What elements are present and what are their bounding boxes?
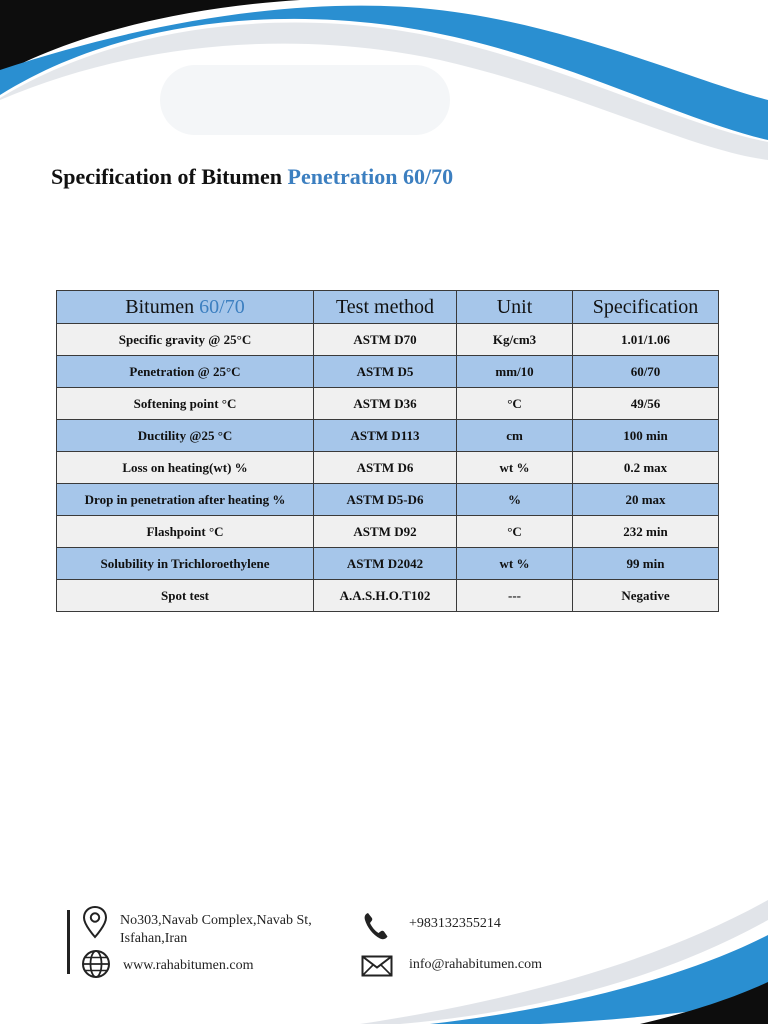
phone-link[interactable]: +983132355214 [409,916,501,931]
cell-test-method: ASTM D6 [314,452,457,484]
globe-icon [81,949,111,979]
cell-property: Loss on heating(wt) % [57,452,314,484]
cell-property: Solubility in Trichloroethylene [57,548,314,580]
email-link[interactable]: info@rahabitumen.com [409,957,543,972]
cell-unit: °C [457,516,573,548]
table-row [57,484,719,516]
cell-test-method: ASTM D5-D6 [314,484,457,516]
cell-property: Penetration @ 25°C [57,356,314,388]
cell-property: Specific gravity @ 25°C [57,324,314,356]
mail-icon [361,955,393,977]
cell-unit: % [457,484,573,516]
cell-specification: 20 max [573,484,719,516]
cell-test-method: ASTM D5 [314,356,457,388]
cell-property: Softening point °C [57,388,314,420]
cell-test-method: A.A.S.H.O.T102 [314,580,457,612]
cell-specification: 49/56 [573,388,719,420]
cell-property: Flashpoint °C [57,516,314,548]
address-line-1: No303,Navab Complex,Navab St, [120,913,312,928]
cell-specification: 1.01/1.06 [573,324,719,356]
cell-specification: 100 min [573,420,719,452]
col-header-product-grade: 60/70 [199,295,245,318]
table-row [57,420,719,452]
cell-specification: 0.2 max [573,452,719,484]
table-row [57,548,719,580]
table-header-row [57,291,719,324]
website-link[interactable]: www.rahabitumen.com [123,958,254,973]
table-row [57,324,719,356]
watermark-logo [160,65,450,135]
table-row [57,452,719,484]
col-header-test-method: Test method [314,291,457,324]
cell-property: Spot test [57,580,314,612]
cell-specification: 60/70 [573,356,719,388]
cell-test-method: ASTM D92 [314,516,457,548]
col-header-specification: Specification [573,291,719,324]
cell-specification: Negative [573,580,719,612]
cell-property: Ductility @25 °C [57,420,314,452]
cell-specification: 232 min [573,516,719,548]
table-row [57,388,719,420]
cell-unit: --- [457,580,573,612]
title-main: Specification of Bitumen [51,164,288,189]
col-header-product-label: Bitumen [125,295,200,318]
spec-table [56,290,719,612]
table-row [57,580,719,612]
cell-specification: 99 min [573,548,719,580]
cell-unit: mm/10 [457,356,573,388]
cell-test-method: ASTM D113 [314,420,457,452]
cell-unit: °C [457,388,573,420]
cell-test-method: ASTM D36 [314,388,457,420]
cell-unit: cm [457,420,573,452]
table-row [57,356,719,388]
phone-icon [362,911,390,941]
cell-unit: Kg/cm3 [457,324,573,356]
cell-property: Drop in penetration after heating % [57,484,314,516]
cell-test-method: ASTM D2042 [314,548,457,580]
title-accent: Penetration 60/70 [287,164,454,189]
cell-test-method: ASTM D70 [314,324,457,356]
footer-divider [67,910,70,974]
location-pin-icon [82,905,108,939]
col-header-unit: Unit [457,291,573,324]
cell-unit: wt % [457,452,573,484]
address-line-2: Isfahan,Iran [120,931,188,946]
table-row [57,516,719,548]
col-header-product [57,291,314,324]
page-title [51,164,453,190]
cell-unit: wt % [457,548,573,580]
contact-footer [0,895,768,995]
